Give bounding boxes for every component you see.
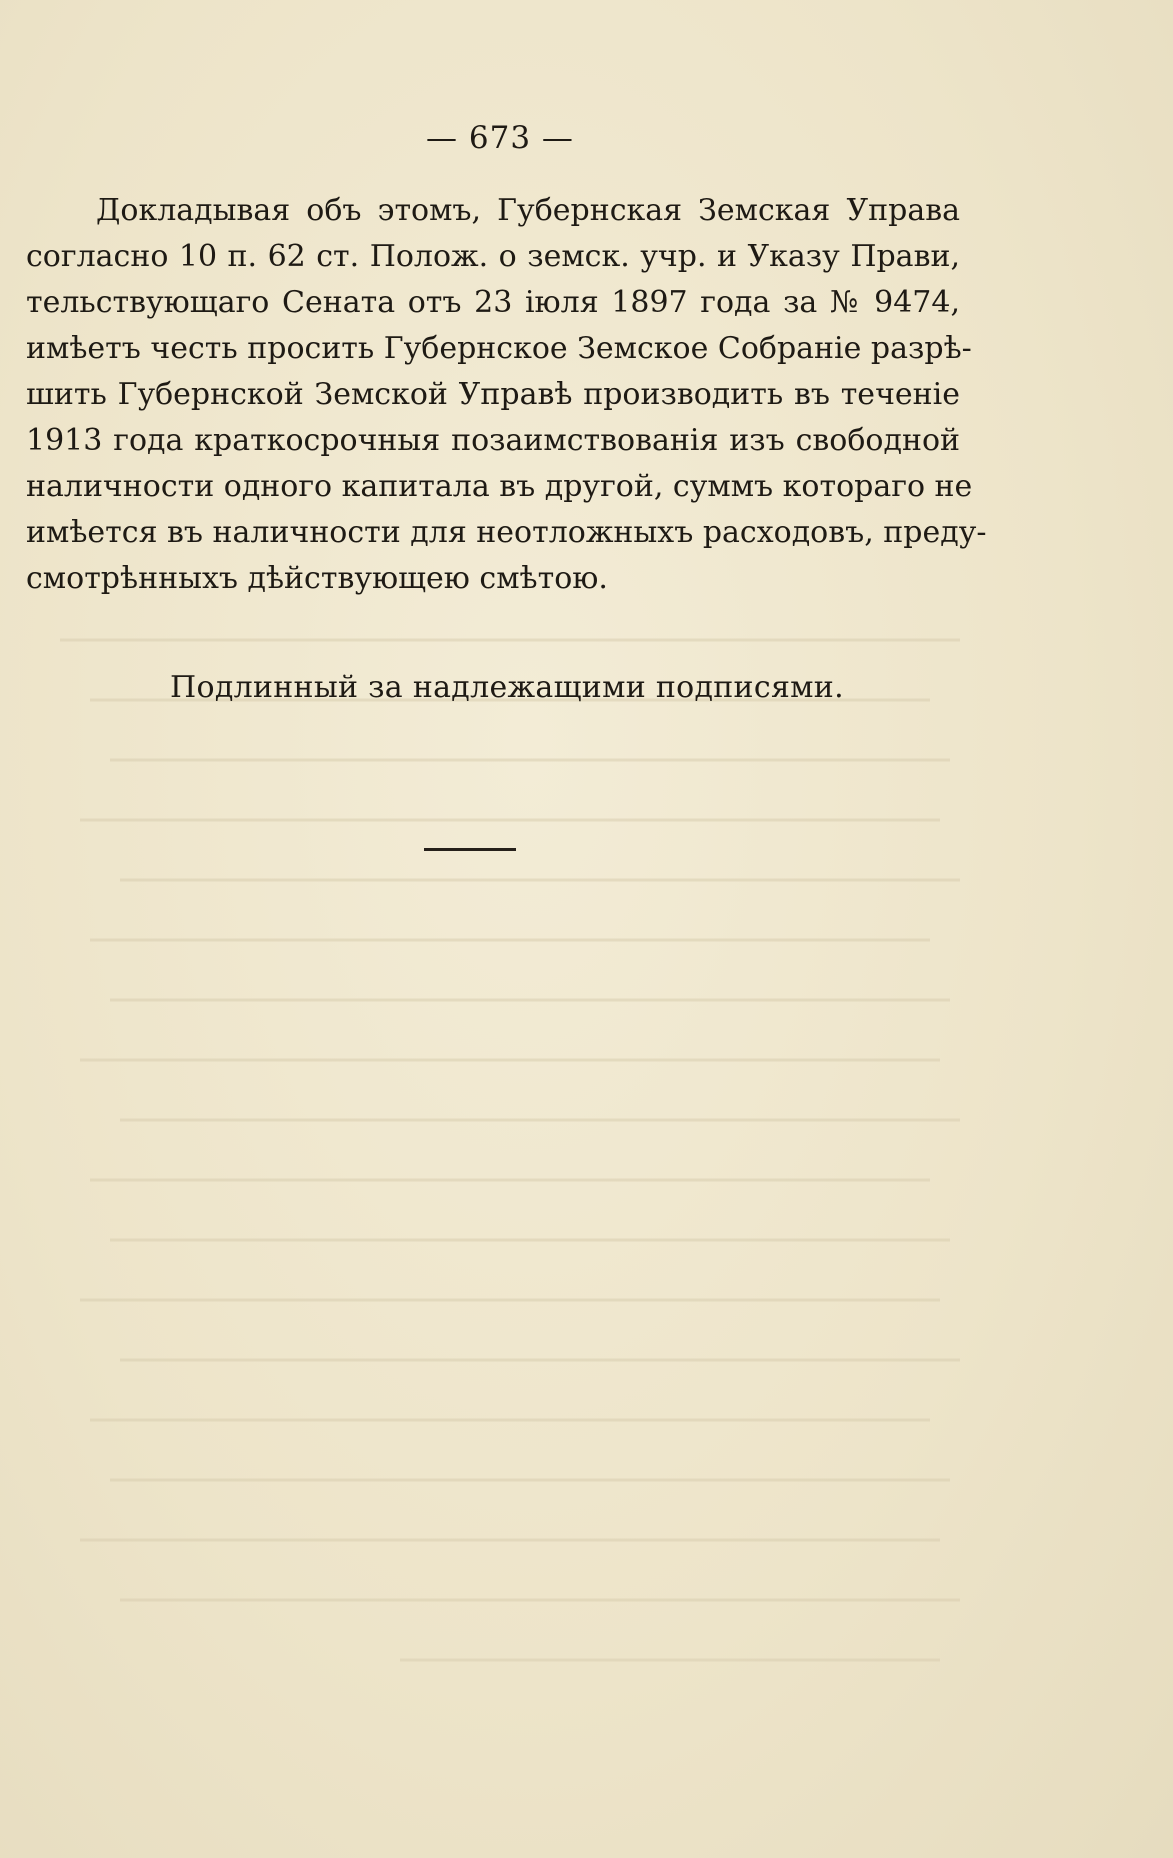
- paragraph-line: имѣется въ наличности для неотложныхъ расходовъ, преду-: [26, 515, 987, 550]
- paragraph-line: тельствующаго Сената отъ 23 іюля 1897 года за № 9474,: [26, 285, 960, 320]
- paragraph-line: согласно 10 п. 62 ст. Полож. о земск. учр. и Указу Прави,: [26, 239, 960, 274]
- paragraph-line: имѣетъ честь просить Губернское Земское Собраніе разрѣ-: [26, 331, 972, 366]
- paragraph-line: 1913 года краткосрочныя позаимствованія изъ свободной: [26, 423, 960, 458]
- paragraph-line: шить Губернской Земской Управѣ производить въ теченіе: [26, 377, 960, 412]
- main-paragraph: [26, 188, 987, 602]
- paragraph-line: Докладывая объ этомъ, Губернская Земская Управа: [96, 193, 960, 228]
- separator-rule: [424, 848, 516, 851]
- signature-note: Подлинный за надлежащими подписями.: [170, 670, 844, 705]
- paragraph-line: смотрѣнныхъ дѣйствующею смѣтою.: [26, 561, 608, 596]
- paragraph-line: наличности одного капитала въ другой, суммъ котораго не: [26, 469, 973, 504]
- page-number: — 673 —: [426, 120, 574, 156]
